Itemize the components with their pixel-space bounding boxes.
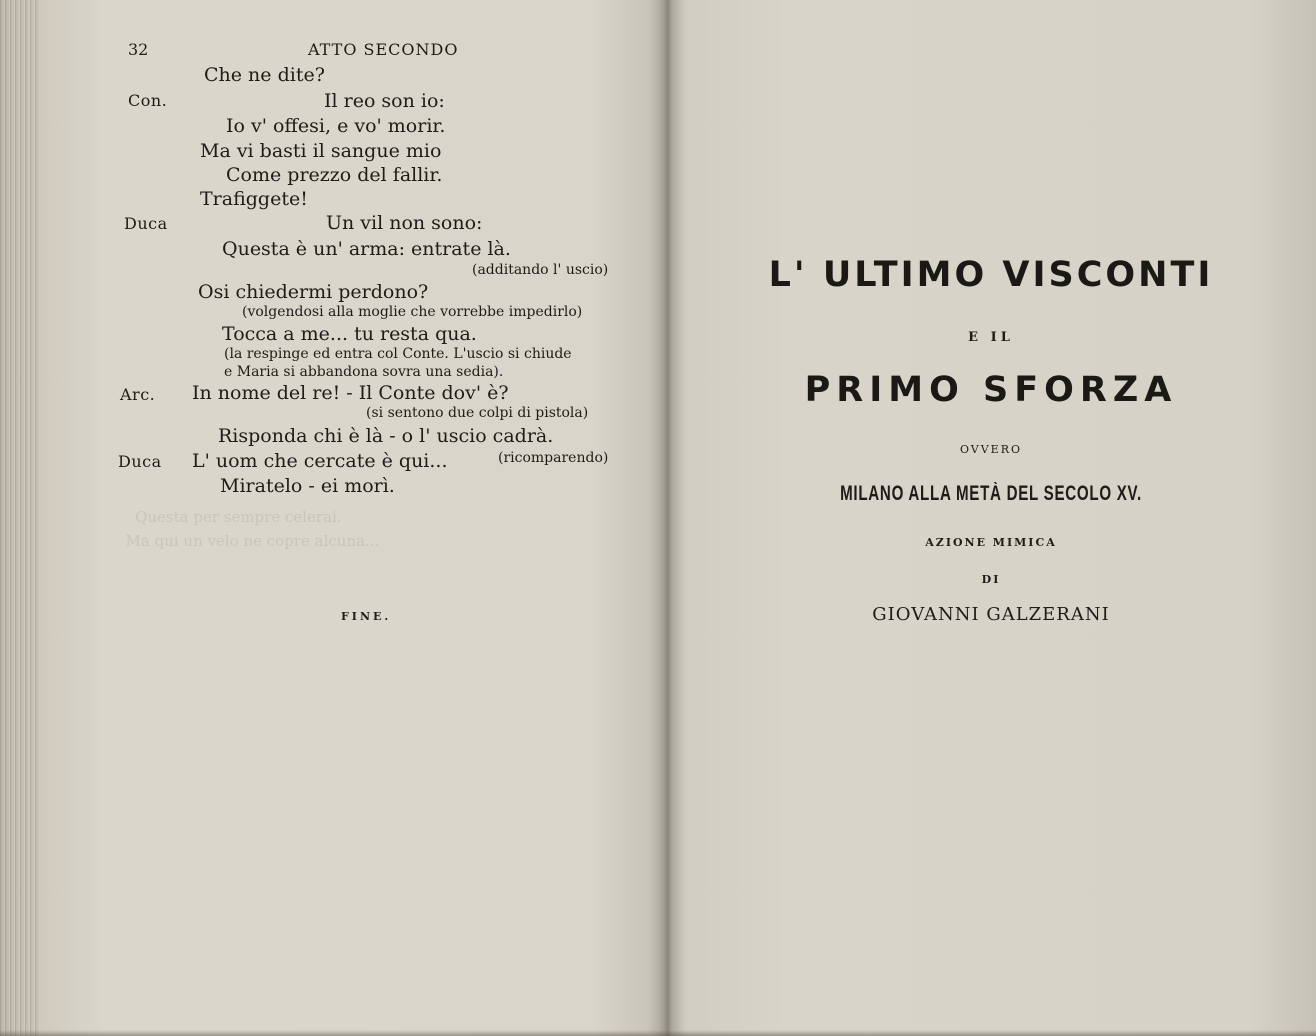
verse-line: Questa è un' arma: entrate là. — [222, 238, 511, 260]
running-head — [36, 40, 664, 64]
verse-line: Miratelo - ei morì. — [220, 475, 395, 497]
show-through-texture: Questa per sempre celerai. Ma qui un velo ne copre alcuna... — [125, 508, 380, 550]
speaker-label: Duca — [118, 452, 162, 471]
verse-line: Un vil non sono: — [326, 212, 483, 234]
verse-line: Tocca a me... tu resta qua. — [222, 323, 477, 345]
verse-line: Io v' offesi, e vo' morir. — [226, 115, 446, 137]
stage-direction: (ricomparendo) — [498, 450, 609, 466]
stage-direction: (la respinge ed entra col Conte. L'uscio si chiude — [224, 346, 572, 362]
verse-line: Trafiggete! — [200, 188, 308, 210]
subtitle: MILANO ALLA METÀ DEL SECOLO XV. — [840, 482, 1142, 505]
stage-direction: e Maria si abbandona sovra una sedia). — [224, 364, 504, 380]
speaker-label: Arc. — [120, 385, 156, 404]
title-line-2: PRIMO SFORZA — [804, 370, 1178, 410]
verse-line: Come prezzo del fallir. — [226, 164, 443, 186]
verse-line: Il reo son io: — [324, 90, 445, 112]
speaker-label: Con. — [128, 91, 168, 110]
speaker-label: Duca — [124, 214, 168, 233]
by-label: DI — [981, 573, 1001, 586]
verse-line: Risponda chi è là - o l' uscio cadrà. — [218, 425, 554, 447]
left-page — [36, 0, 664, 1036]
stage-direction: (volgendosi alla moglie che vorrebbe impedirlo) — [242, 304, 583, 320]
page-block-edges — [0, 0, 40, 1036]
right-page — [666, 0, 1316, 1036]
stage-direction: (additando l' uscio) — [472, 262, 609, 278]
page-bottom-edge — [0, 1030, 1316, 1036]
verse-line: L' uom che cercate è qui... — [192, 450, 448, 472]
author-name: GIOVANNI GALZERANI — [872, 604, 1110, 625]
end-mark: FINE. — [341, 610, 392, 623]
genre-label: AZIONE MIMICA — [925, 536, 1057, 549]
stage-direction: (si sentono due colpi di pistola) — [366, 405, 589, 421]
verse-line: Ma vi basti il sangue mio — [200, 140, 442, 162]
running-title: ATTO SECONDO — [308, 40, 459, 59]
verse-line: Che ne dite? — [204, 64, 325, 86]
verse-line: In nome del re! - Il Conte dov' è? — [192, 382, 509, 404]
title-line-1: L' ULTIMO VISCONTI — [768, 255, 1214, 295]
title-conjunction: E IL — [968, 330, 1014, 345]
verse-line: Osi chiedermi perdono? — [198, 281, 429, 303]
page-number: 32 — [128, 40, 149, 59]
ovvero-label: OVVERO — [959, 443, 1023, 456]
